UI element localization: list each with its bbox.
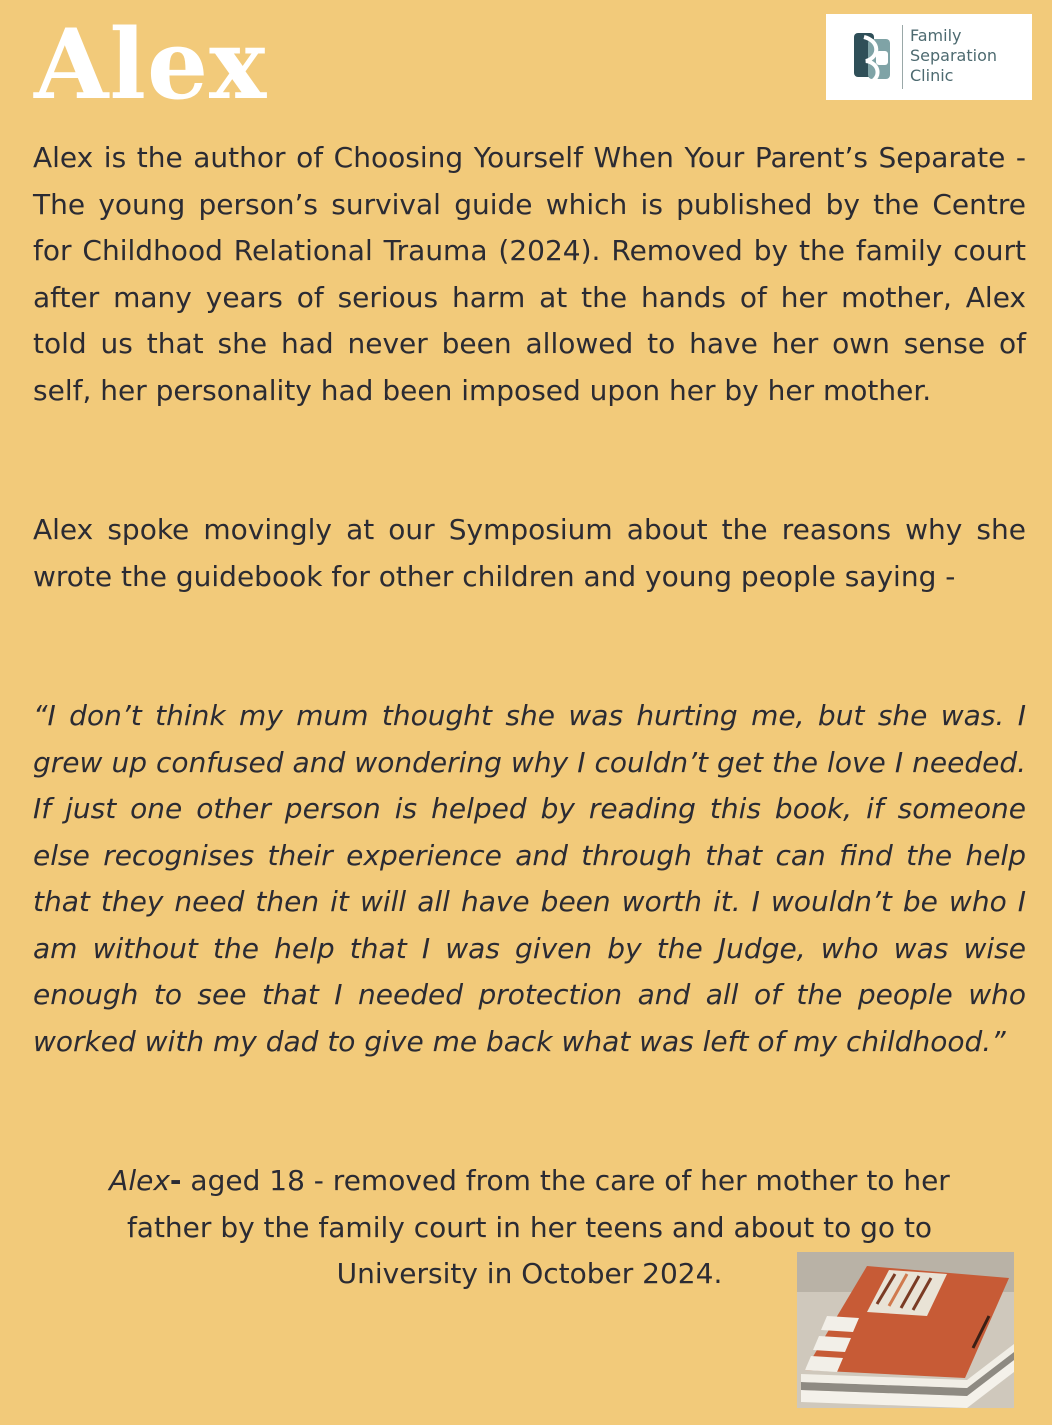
symposium-paragraph: Alex spoke movingly at our Symposium about the reasons why she wrote the guidebook for other children and young people saying - bbox=[33, 513, 1026, 593]
page-title: Alex bbox=[34, 8, 268, 121]
caption-line-3: University in October 2024. bbox=[336, 1257, 723, 1290]
page-edge-right bbox=[1052, 0, 1056, 1428]
clinic-logo bbox=[826, 14, 1032, 100]
caption-line-1-text: aged 18 - removed from the care of her mother to her bbox=[181, 1164, 950, 1197]
book-stack-photo bbox=[797, 1252, 1014, 1408]
logo-line-family: Family bbox=[910, 26, 962, 45]
alex-quote: “I don’t think my mum thought she was hurting me, but she was. I grew up confused and wondering why I couldn’t get the love I needed. If just one other person is helped by reading this book, if someone else recognises their experience and through that can find the help that they need then it will all have been worth it. I wouldn’t be who I am without the help that I was given by the Judge, who was wise enough to see that I needed protection and all of the people who worked with my dad to give me back what was left of my childhood.” bbox=[33, 699, 1026, 1058]
logo-line-separation: Separation bbox=[910, 46, 997, 65]
logo-divider bbox=[902, 25, 903, 89]
logo-line-clinic: Clinic bbox=[910, 66, 954, 85]
caption-name: Alex bbox=[109, 1164, 170, 1197]
caption-line-2: father by the family court in her teens and about to go to bbox=[126, 1210, 933, 1244]
caption-line-1 bbox=[33, 1158, 1026, 1205]
caption-dash: - bbox=[169, 1164, 182, 1197]
logo-wordmark bbox=[910, 26, 1030, 86]
logo-mark-icon bbox=[850, 27, 896, 87]
intro-paragraph: Alex is the author of Choosing Yourself When Your Parent’s Separate - The young person’s survival guide which is published by the Centre for Childhood Relational Trauma (2024). Removed by the family court after many years of serious harm at the hands of her mother, Alex told us that she had never been allowed to have her own sense of self, her personality had been imposed upon her by her mother. bbox=[33, 141, 1026, 407]
